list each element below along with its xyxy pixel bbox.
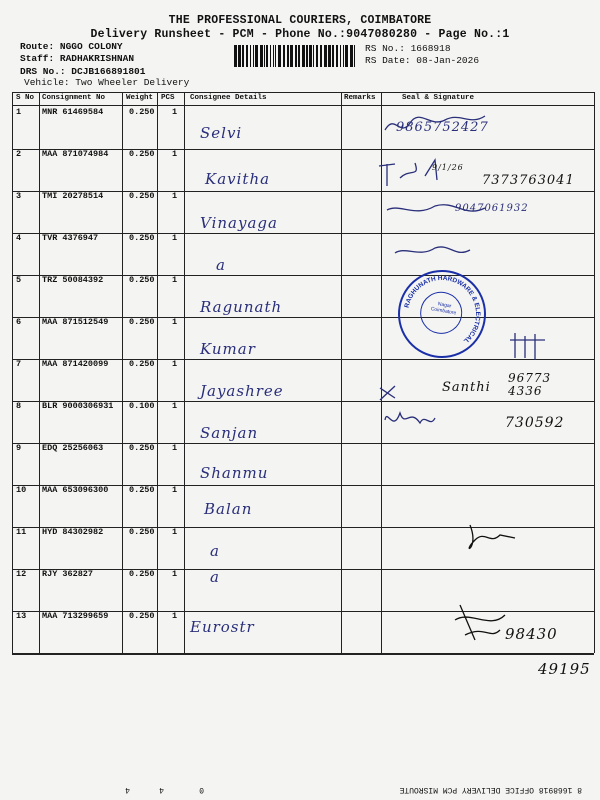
drs-number: DRS No.: DCJB166891801: [20, 66, 146, 77]
row-pcs: 1: [172, 107, 178, 117]
barcode-bar: [255, 45, 258, 67]
barcode-bar: [287, 45, 289, 67]
barcode-bar: [354, 45, 355, 67]
svg-text:RAGHUNATH HARDWARE & ELECTRICA: RAGHUNATH HARDWARE & ELECTRICAL: [403, 274, 482, 345]
barcode-bar: [332, 45, 334, 67]
row-consignment-no: EDQ 25256063: [42, 443, 104, 453]
row-pcs: 1: [172, 569, 178, 579]
signature-text: 730592: [505, 415, 565, 431]
barcode-bar: [278, 45, 281, 67]
barcode-bar: [242, 45, 244, 67]
barcode-bar: [238, 45, 241, 67]
column-divider: [39, 92, 40, 653]
row-weight: 0.250: [129, 191, 155, 201]
row-pcs: 1: [172, 317, 178, 327]
row-consignee-handwritten: Shanmu: [200, 464, 269, 482]
signature-text: 98430: [505, 625, 558, 643]
col-consignment: Consignment No: [42, 94, 106, 102]
row-consignee-handwritten: a: [216, 256, 226, 274]
barcode-bar: [324, 45, 327, 67]
signature-text: Santhi: [442, 380, 491, 395]
row-consignee-handwritten: Kavitha: [205, 170, 271, 188]
row-consignee-handwritten: Sanjan: [200, 424, 259, 442]
row-sno: 10: [16, 485, 27, 495]
column-divider: [122, 92, 123, 653]
barcode: [234, 45, 358, 67]
row-weight: 0.250: [129, 443, 155, 453]
row-consignment-no: MAA 871512549: [42, 317, 109, 327]
barcode-bar: [273, 45, 274, 67]
signature-text: 96773 4336: [508, 371, 552, 398]
row-pcs: 1: [172, 233, 178, 243]
row-pcs: 1: [172, 275, 178, 285]
route-label: Route: NGGO COLONY: [20, 41, 123, 52]
row-consignment-no: MAA 713299659: [42, 611, 109, 621]
barcode-bar: [316, 45, 318, 67]
row-consignee-handwritten: Jayashree: [200, 382, 284, 400]
rs-date: RS Date: 08-Jan-2026: [365, 55, 480, 66]
row-sno: 9: [16, 443, 22, 453]
row-weight: 0.250: [129, 611, 155, 621]
barcode-bar: [309, 45, 312, 67]
barcode-bar: [275, 45, 276, 67]
page-footer: [0, 780, 600, 794]
row-consignment-no: MAA 653096300: [42, 485, 109, 495]
row-consignee-handwritten: Selvi: [200, 124, 243, 142]
barcode-bar: [328, 45, 331, 67]
row-weight: 0.250: [129, 569, 155, 579]
row-weight: 0.100: [129, 401, 155, 411]
row-pcs: 1: [172, 611, 178, 621]
barcode-bar: [246, 45, 248, 67]
barcode-bar: [260, 45, 263, 67]
footer-text: 8 1668918 OFFICE DELIVERY PCM MISROUTE: [399, 785, 582, 794]
row-pcs: 1: [172, 443, 178, 453]
row-weight: 0.250: [129, 317, 155, 327]
row-pcs: 1: [172, 149, 178, 159]
row-consignee-handwritten: a: [210, 542, 220, 560]
row-consignment-no: RJY 362827: [42, 569, 94, 579]
rs-number: RS No.: 1668918: [365, 43, 451, 54]
row-consignment-no: MAA 871074984: [42, 149, 109, 159]
row-weight: 0.250: [129, 527, 155, 537]
barcode-bar: [340, 45, 341, 67]
barcode-bar: [290, 45, 293, 67]
row-sno: 6: [16, 317, 22, 327]
footer-num: 4: [125, 785, 130, 794]
row-sno: 5: [16, 275, 22, 285]
barcode-bar: [350, 45, 353, 67]
row-consignee-handwritten: Balan: [204, 500, 253, 518]
barcode-bar: [250, 45, 251, 67]
row-sno: 2: [16, 149, 22, 159]
barcode-bar: [306, 45, 308, 67]
signature-text: 9047061932: [455, 203, 529, 214]
row-consignment-no: HYD 84302982: [42, 527, 104, 537]
footer-num: 0: [199, 785, 204, 794]
row-consignment-no: MAA 871420099: [42, 359, 109, 369]
row-consignment-no: MNR 61469584: [42, 107, 104, 117]
signature-text: 7373763041: [482, 173, 575, 188]
vehicle-label: Vehicle: Two Wheeler Delivery: [24, 77, 190, 88]
signature-text: 9865752427: [396, 120, 489, 135]
col-remarks: Remarks: [344, 94, 376, 102]
barcode-bar: [345, 45, 348, 67]
signature-text: 9/1/26: [432, 163, 464, 172]
company-title: THE PROFESSIONAL COURIERS, COIMBATORE: [168, 14, 432, 27]
row-sno: 4: [16, 233, 22, 243]
row-consignee-handwritten: Kumar: [200, 340, 256, 358]
barcode-bar: [266, 45, 268, 67]
row-consignment-no: BLR 9000306931: [42, 401, 114, 411]
col-consignee: Consignee Details: [190, 94, 267, 102]
column-divider: [341, 92, 342, 653]
seal-center-text: Nagar Coimbatore: [430, 301, 457, 317]
col-weight: Weight: [126, 94, 154, 102]
barcode-bar: [343, 45, 344, 67]
column-divider: [157, 92, 158, 653]
row-consignment-no: TRZ 50084392: [42, 275, 104, 285]
barcode-bar: [295, 45, 297, 67]
row-weight: 0.250: [129, 275, 155, 285]
row-sno: 13: [16, 611, 27, 621]
row-consignment-no: TMI 20278514: [42, 191, 104, 201]
runsheet-subtitle: Delivery Runsheet - PCM - Phone No.:9047080280 - Page No.:1: [90, 28, 510, 41]
col-seal-signature: Seal & Signature: [402, 94, 475, 102]
row-sno: 8: [16, 401, 22, 411]
row-weight: 0.250: [129, 359, 155, 369]
barcode-bar: [234, 45, 237, 67]
row-pcs: 1: [172, 359, 178, 369]
col-sno: S No: [16, 94, 35, 102]
row-pcs: 1: [172, 485, 178, 495]
barcode-bar: [313, 45, 314, 67]
row-weight: 0.250: [129, 107, 155, 117]
signature-text: 49195: [538, 660, 591, 678]
barcode-bar: [336, 45, 338, 67]
column-divider: [184, 92, 185, 653]
barcode-bar: [298, 45, 300, 67]
row-consignee-handwritten: a: [210, 568, 220, 586]
row-consignee-handwritten: Vinayaga: [200, 214, 278, 232]
row-weight: 0.250: [129, 233, 155, 243]
row-pcs: 1: [172, 401, 178, 411]
barcode-bar: [320, 45, 322, 67]
row-consignment-no: TVR 4376947: [42, 233, 99, 243]
row-consignee-handwritten: Eurostr: [190, 618, 255, 636]
row-weight: 0.250: [129, 149, 155, 159]
row-consignee-handwritten: Ragunath: [200, 298, 283, 316]
row-weight: 0.250: [129, 485, 155, 495]
barcode-bar: [264, 45, 265, 67]
barcode-bar: [283, 45, 285, 67]
row-pcs: 1: [172, 191, 178, 201]
row-sno: 1: [16, 107, 22, 117]
row-sno: 3: [16, 191, 22, 201]
col-pcs: PCS: [161, 94, 175, 102]
row-sno: 12: [16, 569, 27, 579]
header-divider: [12, 105, 594, 106]
footer-num: 4: [159, 785, 164, 794]
row-sno: 7: [16, 359, 22, 369]
company-seal-stamp: [391, 263, 493, 365]
staff-label: Staff: RADHAKRISHNAN: [20, 53, 135, 64]
row-pcs: 1: [172, 527, 178, 537]
column-divider: [12, 92, 13, 653]
barcode-bar: [270, 45, 271, 67]
barcode-bar: [253, 45, 254, 67]
row-sno: 11: [16, 527, 27, 537]
barcode-bar: [302, 45, 305, 67]
